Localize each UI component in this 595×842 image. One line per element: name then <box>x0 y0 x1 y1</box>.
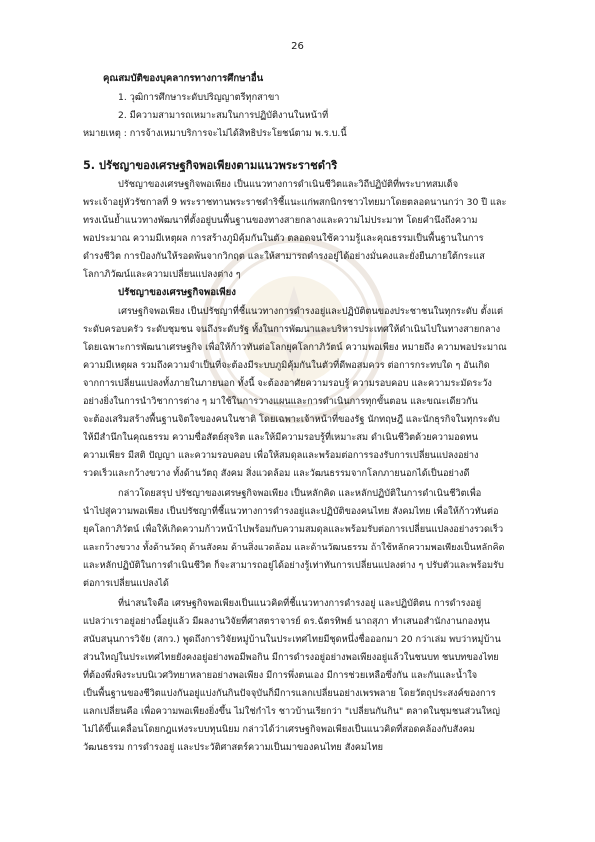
para2-line: ให้มีสำนึกในคุณธรรม ความซื่อสัตย์สุจริต และให้มีความรอบรู้ที่เหมาะสม ดำเนินชีวิตด้วยความอดทน <box>83 432 478 443</box>
para2-line: โดยเฉพาะการพัฒนาเศรษฐกิจ เพื่อให้ก้าวทันต่อโลกยุคโลกาภิวัตน์ ความพอเพียง หมายถึง ความพอประมาณ <box>83 342 507 353</box>
para3-line: นำไปสู่ความพอเพียง เป็นปรัชญาที่ชี้แนวทางการดำรงอยู่และปฏิบัติของคนไทย สังคมไทย เพื่อให้ก้าวทันต่อ <box>83 506 499 517</box>
para2-line: จากการเปลี่ยนแปลงทั้งภายในภายนอก ทั้งนี้ จะต้องอาศัยความรอบรู้ ความรอบคอบ และความระมัดระวัง <box>83 378 492 389</box>
qualifications-heading: คุณสมบัติของบุคลากรทางการศึกษาอื่น <box>103 73 264 84</box>
para3-line: ต่อการเปลี่ยนแปลงได้ <box>83 578 169 589</box>
para1-line: ปรัชญาของเศรษฐกิจพอเพียง เป็นแนวทางการดำเนินชีวิตและวิถีปฏิบัติที่พระบาทสมเด็จ <box>118 179 459 190</box>
section-heading: 5. ปรัชญาของเศรษฐกิจพอเพียงตามแนวพระราชดำริ <box>83 159 338 172</box>
qualification-item-1: 1. วุฒิการศึกษาระดับปริญญาตรีทุกสาขา <box>118 92 280 103</box>
para4-line: วัฒนธรรม การดำรงอยู่ และประวัติศาสตร์ความเป็นมาของคนไทย สังคมไทย <box>83 742 384 753</box>
para1-line: โลกาภิวัฒน์และความเปลี่ยนแปลงต่าง ๆ <box>83 269 241 280</box>
para2-line: จะต้องเสริมสร้างพื้นฐานจิตใจของคนในชาติ โดยเฉพาะเจ้าหน้าที่ของรัฐ นักทฤษฎี และนักธุรกิจในทุกระดับ <box>83 414 500 425</box>
para3-line: และกว้างขวาง ทั้งด้านวัตถุ ด้านสังคม ด้านสิ่งแวดล้อม และด้านวัฒนธรรม ถ้าใช้หลักความพอเพียงเป็นหลักคิด <box>83 543 505 553</box>
note-text: หมายเหตุ : การจ้างเหมาบริการจะไม่ได้สิทธิประโยชน์ตาม พ.ร.บ.นี้ <box>83 128 347 139</box>
para3-line: และหลักปฏิบัติในการดำเนินชีวิต ก็จะสามารถอยู่ได้อย่างรู้เท่าทันการเปลี่ยนแปลงต่าง ๆ ปรับตัวและพร้อมรับ <box>83 560 504 571</box>
para4-line: ที่น่าสนใจคือ เศรษฐกิจพอเพียงเป็นแนวคิดที่ชี้แนวทางการดำรงอยู่ และปฏิบัติตน การดำรงอยู่ <box>118 598 482 609</box>
para2-line: รวดเร็วและกว้างขวาง ทั้งด้านวัตถุ สังคม สิ่งแวดล้อม และวัฒนธรรมจากโลกภายนอกได้เป็นอย่างดี <box>83 468 470 479</box>
qualification-item-2: 2. มีความสามารถเหมาะสมในการปฏิบัติงานในหน้าที่ <box>118 110 329 121</box>
para4-line: สนับสนุนการวิจัย (สกว.) พูดถึงการวิจัยหมู่บ้านในประเทศไทยมีชุดหนึ่งชื่อออกมา 20 กว่าเล่ม พบว่าหมู่บ้าน <box>83 634 501 645</box>
para1-line: พระเจ้าอยู่หัวรัชกาลที่ 9 พระราชทานพระราชดำริชี้แนะแก่พสกนิกรชาวไทยมาโดยตลอดนานกว่า 30 ปี และ <box>83 197 507 208</box>
subheading-philosophy: ปรัชญาของเศรษฐกิจพอเพียง <box>118 287 236 298</box>
para4-line: ไม่ได้ขึ้นเคลื่อนโดยกฎแห่งระบบทุนนิยม กล่าวได้ว่าเศรษฐกิจพอเพียงเป็นแนวคิดที่สอดคล้องกับสังคม <box>83 724 475 735</box>
para4-line: แลกเปลี่ยนคือ เพื่อความพอเพียงยิ่งขึ้น ไม่ใช่กำไร ชาวบ้านเรียกว่า "เปลี่ยนกันกิน" ตลาดในชุมชนส่วนใหญ่ <box>83 706 500 717</box>
page-number: 26 <box>291 41 304 52</box>
para4-line: แปลว่าเราอยู่อย่างนี้อยู่แล้ว มีผลงานวิจัยที่ศาสตราจารย์ ดร.ฉัตรทิพย์ นาถสุภา ทำเสนอสำนักงานกองทุน <box>83 616 490 627</box>
para4-line: ส่วนใหญ่ในประเทศไทยยังคงอยู่อย่างพอมีพอกิน มีการดำรงอยู่อย่างพอเพียงอยู่แล้วในชนบท ชนบทของไทย <box>83 652 499 663</box>
para2-line: อย่างยิ่งในการนำวิชาการต่าง ๆ มาใช้ในการวางแผนและการดำเนินการทุกขั้นตอน และขณะเดียวกัน <box>83 396 478 407</box>
para1-line: ดำรงชีวิต การป้องกันให้รอดพ้นจากวิกฤต และให้สามารถดำรงอยู่ได้อย่างมั่นคงและยั่งยืนภายใต้กระแส <box>83 251 485 262</box>
para3-line: ยุคโลกาภิวัตน์ เพื่อให้เกิดความก้าวหน้าไปพร้อมกับความสมดุลและพร้อมรับต่อการเปลี่ยนแปลงอย่างรวดเร็ว <box>83 524 504 535</box>
para2-line: ความมีเหตุผล รวมถึงความจำเป็นที่จะต้องมีระบบภูมิคุ้มกันในตัวที่ดีพอสมควร ต่อการกระทบใด ๆ อันเกิด <box>83 360 490 371</box>
para3-line: กล่าวโดยสรุป ปรัชญาของเศรษฐกิจพอเพียง เป็นหลักคิด และหลักปฏิบัติในการดำเนินชีวิตเพื่อ <box>118 488 482 499</box>
para1-line: ทรงเน้นย้ำแนวทางพัฒนาที่ตั้งอยู่บนพื้นฐานของทางสายกลางและความไม่ประมาท โดยคำนึงถึงความ <box>83 215 478 226</box>
para4-line: ที่ต้องพึ่งพิงระบบนิเวศวิทยาหลายอย่างพอเพียง มีการพึ่งตนเอง มีการช่วยเหลือซึ่งกัน และกันและน้ำใจ <box>83 670 478 681</box>
para2-line: ความเพียร มีสติ ปัญญา และความรอบคอบ เพื่อให้สมดุลและพร้อมต่อการรองรับการเปลี่ยนแปลงอย่าง <box>83 450 479 461</box>
para2-line: เศรษฐกิจพอเพียง เป็นปรัชญาที่ชี้แนวทางการดำรงอยู่และปฏิบัติตนของประชาชนในทุกระดับ ตั้งแต่ <box>118 306 503 317</box>
para1-line: พอประมาณ ความมีเหตุผล การสร้างภูมิคุ้มกันในตัว ตลอดจนใช้ความรู้และคุณธรรมเป็นพื้นฐานในการ <box>83 233 484 244</box>
para4-line: เป็นพื้นฐานของชีวิตแบ่งกันอยู่แบ่งกันกินปัจจุบันก็มีการแลกเปลี่ยนอย่างเพรพลาย โดยวัตถุประสงค์ของการ <box>83 688 496 699</box>
para2-line: ระดับครอบครัว ระดับชุมชน จนถึงระดับรัฐ ทั้งในการพัฒนาและบริหารประเทศให้ดำเนินไปในทางสายกลาง <box>83 324 501 335</box>
